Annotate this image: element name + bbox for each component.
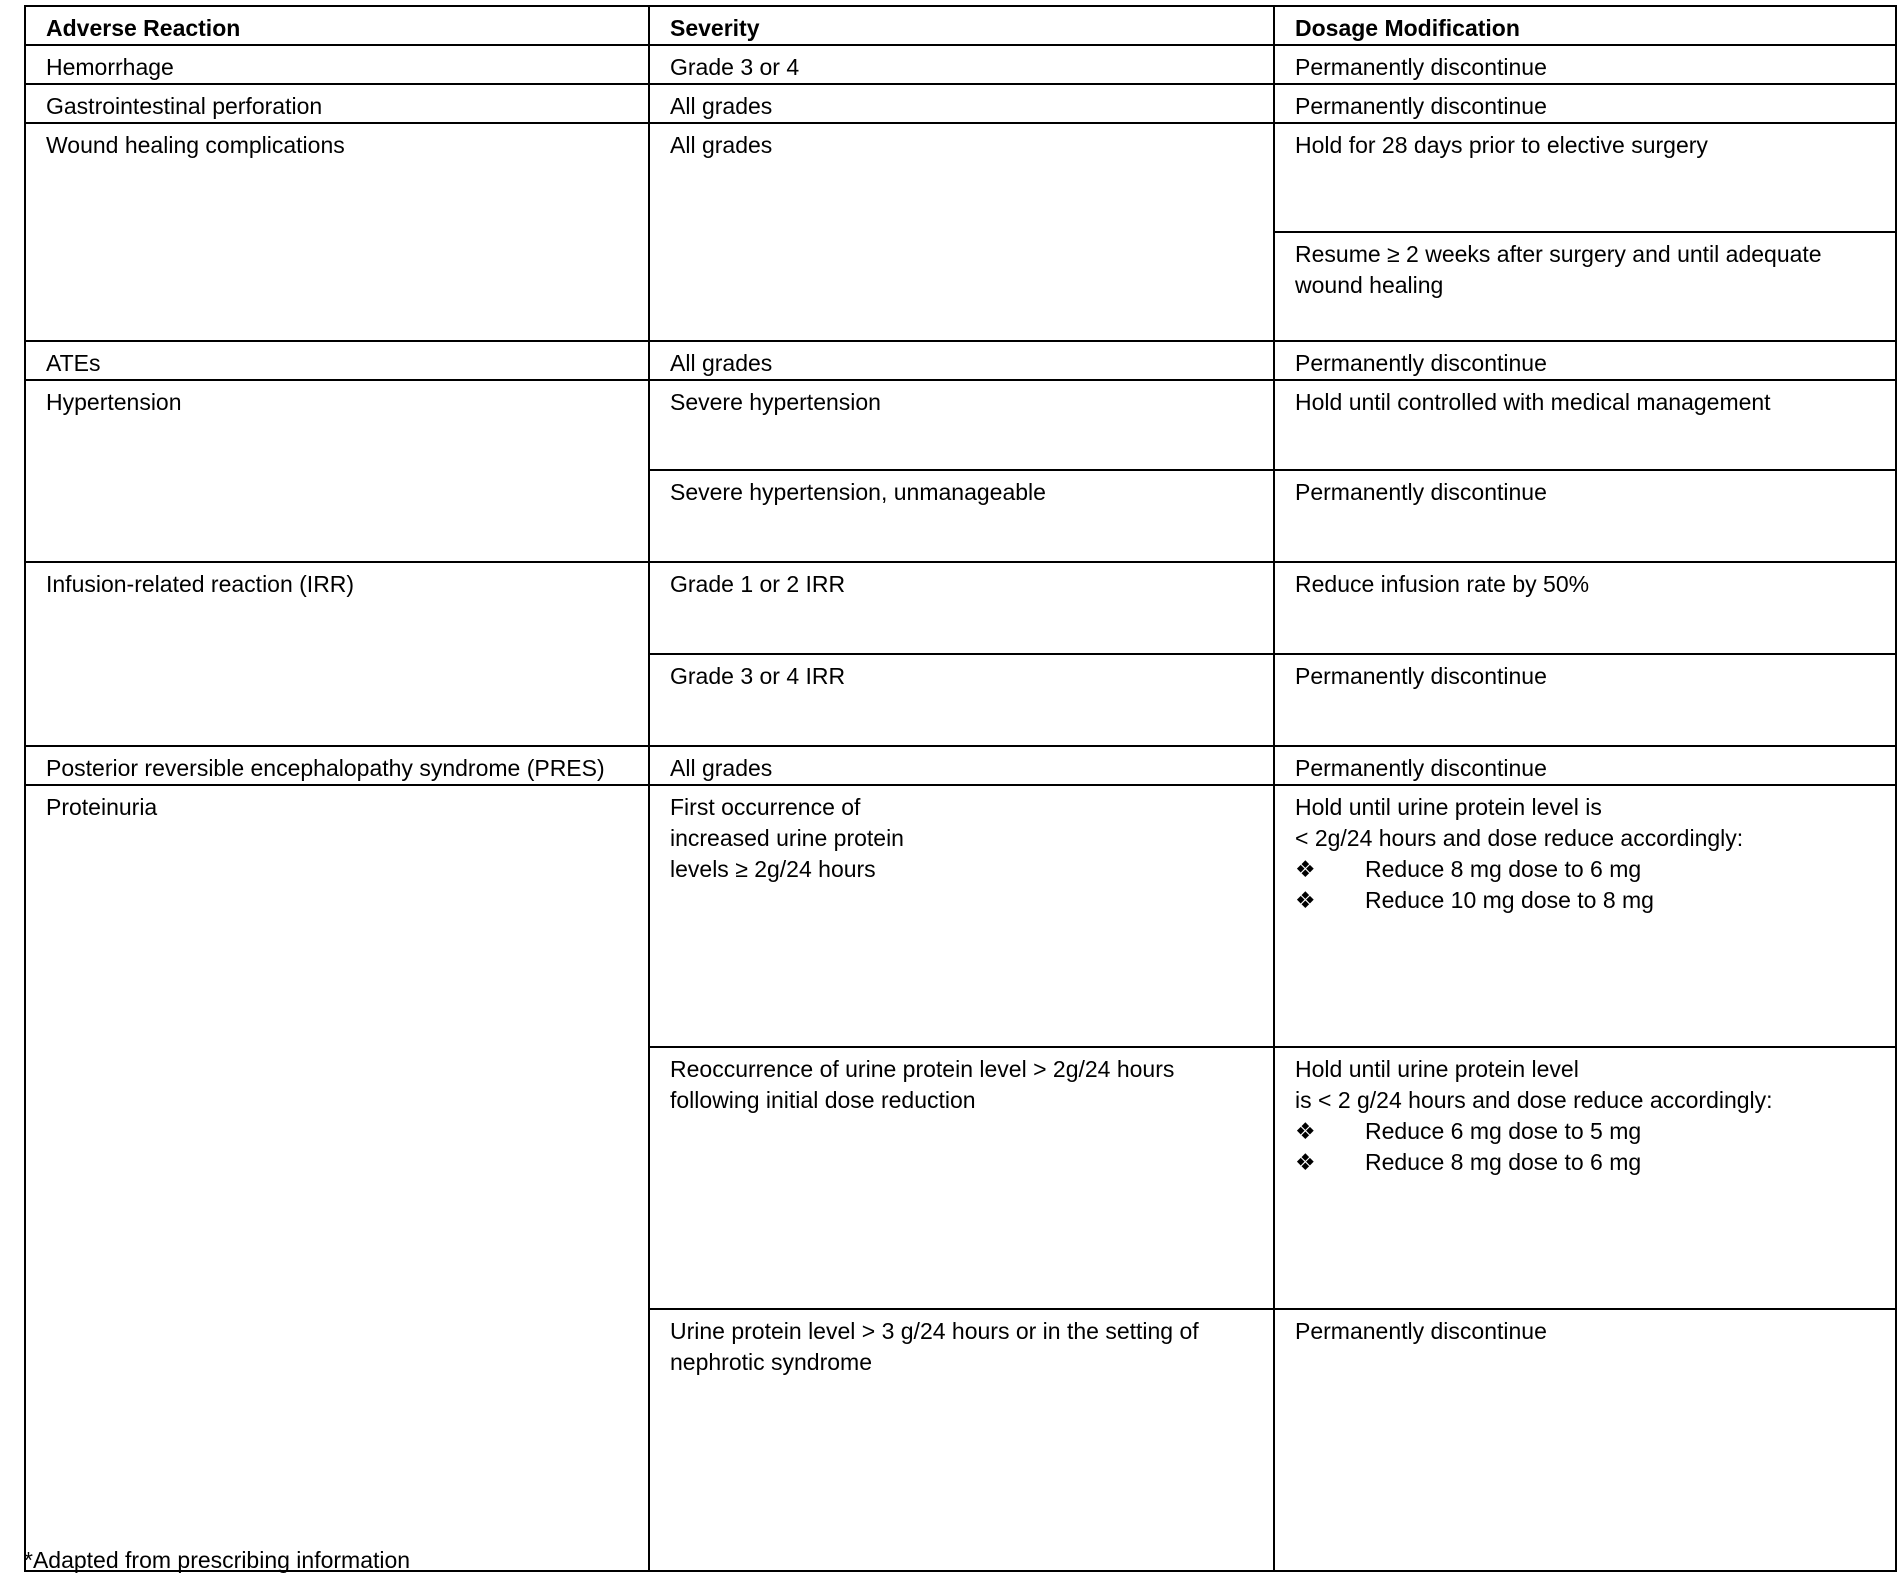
severity-line: following initial dose reduction: [670, 1087, 976, 1113]
table-row: [25, 785, 1896, 1047]
dosage-cell: [1274, 785, 1896, 1047]
dosage-cell: Permanently discontinue: [1274, 746, 1896, 785]
dosage-cell: [1274, 232, 1896, 341]
header-row: [25, 6, 1896, 45]
table-row: [25, 123, 1896, 232]
reaction-cell: Hemorrhage: [25, 45, 649, 84]
bullet-item: [1295, 885, 1875, 916]
table-row: [25, 380, 1896, 470]
bullet-item: [1295, 854, 1875, 885]
severity-cell: Grade 1 or 2 IRR: [649, 562, 1274, 654]
bullet-text: Reduce 8 mg dose to 6 mg: [1365, 1149, 1642, 1175]
dosage-line: Hold until urine protein level is: [1295, 794, 1602, 820]
severity-line: increased urine protein: [670, 825, 904, 851]
dosage-cell: Permanently discontinue: [1274, 84, 1896, 123]
footnote: *Adapted from prescribing information: [24, 1547, 411, 1573]
header-severity: Severity: [649, 6, 1274, 45]
bullet-item: [1295, 1147, 1875, 1178]
dosage-cell: [1274, 1047, 1896, 1309]
header-dosage-modification: Dosage Modification: [1274, 6, 1896, 45]
bullet-text: Reduce 10 mg dose to 8 mg: [1365, 887, 1654, 913]
dosage-line: Resume ≥ 2 weeks after surgery and until adequate: [1295, 241, 1822, 267]
header-adverse-reaction: Adverse Reaction: [25, 6, 649, 45]
severity-cell: [649, 1047, 1274, 1309]
severity-line: First occurrence of: [670, 794, 861, 820]
reaction-cell: ATEs: [25, 341, 649, 380]
dosage-cell: Hold for 28 days prior to elective surgery: [1274, 123, 1896, 232]
table-row: [25, 562, 1896, 654]
severity-cell: All grades: [649, 84, 1274, 123]
bullet-icon: ❖: [1295, 856, 1316, 882]
dosage-line: wound healing: [1295, 272, 1444, 298]
dosage-line: is < 2 g/24 hours and dose reduce accordingly:: [1295, 1087, 1773, 1113]
severity-cell: All grades: [649, 341, 1274, 380]
reaction-cell: Gastrointestinal perforation: [25, 84, 649, 123]
bullet-icon: ❖: [1295, 1118, 1316, 1144]
bullet-text: Reduce 8 mg dose to 6 mg: [1365, 856, 1642, 882]
severity-cell: [649, 785, 1274, 1047]
severity-line: nephrotic syndrome: [670, 1349, 872, 1375]
dosage-modification-table: [24, 5, 1897, 1572]
bullet-text: Reduce 6 mg dose to 5 mg: [1365, 1118, 1642, 1144]
dosage-cell: Permanently discontinue: [1274, 45, 1896, 84]
reaction-cell: Proteinuria: [25, 785, 649, 1571]
severity-cell: Grade 3 or 4: [649, 45, 1274, 84]
severity-cell: [649, 1309, 1274, 1571]
severity-cell: Severe hypertension: [649, 380, 1274, 470]
table-row: [25, 45, 1896, 84]
severity-line: Reoccurrence of urine protein level > 2g/24 hours: [670, 1056, 1175, 1082]
bullet-item: [1295, 1116, 1875, 1147]
dosage-cell: Hold until controlled with medical management: [1274, 380, 1896, 470]
table-row: [25, 746, 1896, 785]
dosage-cell: Permanently discontinue: [1274, 341, 1896, 380]
bullet-icon: ❖: [1295, 887, 1316, 913]
table-row: [25, 84, 1896, 123]
reaction-cell: Infusion-related reaction (IRR): [25, 562, 649, 746]
dosage-cell: Permanently discontinue: [1274, 1309, 1896, 1571]
dosage-cell: Permanently discontinue: [1274, 654, 1896, 746]
severity-line: Urine protein level > 3 g/24 hours or in the setting of: [670, 1318, 1199, 1344]
bullet-icon: ❖: [1295, 1149, 1316, 1175]
reaction-cell: Posterior reversible encephalopathy syndrome (PRES): [25, 746, 649, 785]
table-row: [25, 341, 1896, 380]
dosage-cell: Permanently discontinue: [1274, 470, 1896, 562]
severity-line: levels ≥ 2g/24 hours: [670, 856, 876, 882]
severity-cell: All grades: [649, 123, 1274, 341]
dosage-line: < 2g/24 hours and dose reduce accordingly:: [1295, 825, 1744, 851]
dosage-cell: Reduce infusion rate by 50%: [1274, 562, 1896, 654]
severity-cell: Grade 3 or 4 IRR: [649, 654, 1274, 746]
reaction-cell: Hypertension: [25, 380, 649, 562]
dosage-line: Hold until urine protein level: [1295, 1056, 1579, 1082]
severity-cell: Severe hypertension, unmanageable: [649, 470, 1274, 562]
severity-cell: All grades: [649, 746, 1274, 785]
reaction-cell: Wound healing complications: [25, 123, 649, 341]
